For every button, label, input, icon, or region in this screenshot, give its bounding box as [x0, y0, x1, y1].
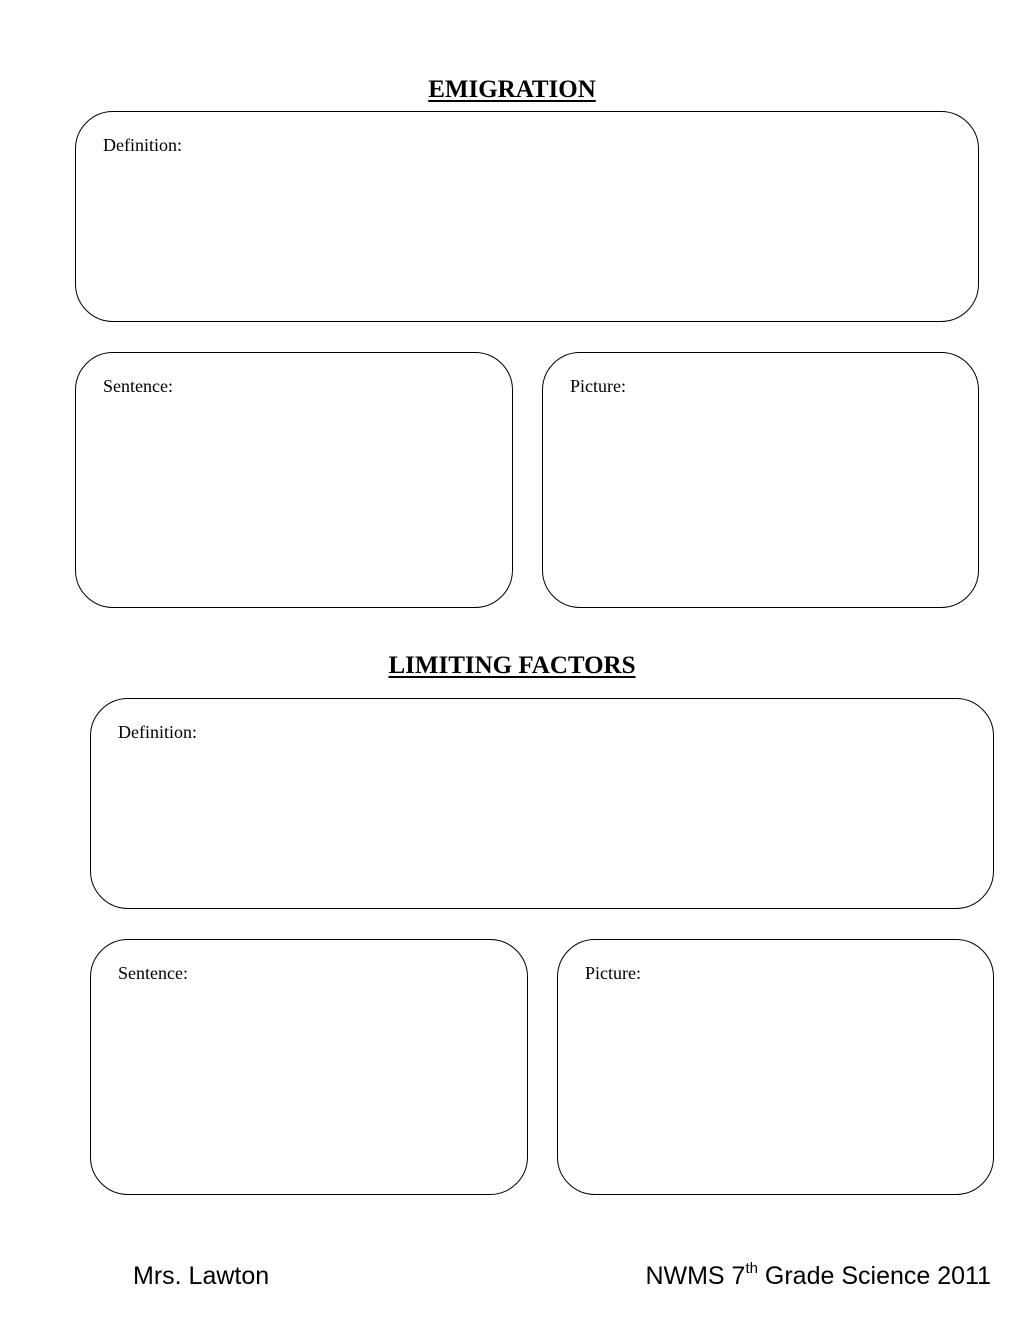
section-title-limiting-factors: LIMITING FACTORS — [388, 652, 636, 679]
sentence-label: Sentence: — [103, 376, 173, 396]
picture-label: Picture: — [570, 376, 626, 396]
footer-course-superscript: th — [745, 1260, 758, 1277]
definition-label: Definition: — [118, 722, 197, 742]
definition-box-limiting-factors[interactable] — [90, 698, 994, 909]
footer-course — [645, 1260, 991, 1290]
picture-label: Picture: — [585, 963, 641, 983]
footer-course-prefix: NWMS 7 — [645, 1262, 746, 1290]
footer-course-suffix: Grade Science 2011 — [757, 1262, 991, 1290]
sentence-box-emigration[interactable] — [75, 352, 513, 608]
definition-label: Definition: — [103, 135, 182, 155]
picture-box-emigration[interactable] — [542, 352, 979, 608]
sentence-label: Sentence: — [118, 963, 188, 983]
section-title-emigration: EMIGRATION — [428, 76, 596, 103]
sentence-box-limiting-factors[interactable] — [90, 939, 528, 1195]
picture-box-limiting-factors[interactable] — [557, 939, 994, 1195]
definition-box-emigration[interactable] — [75, 111, 979, 322]
footer-author: Mrs. Lawton — [133, 1262, 270, 1290]
